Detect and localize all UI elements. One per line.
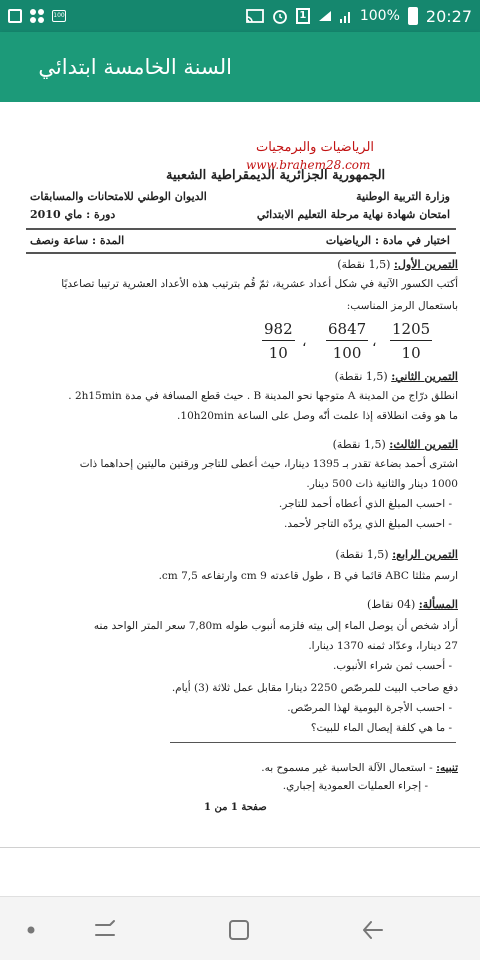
wifi-icon bbox=[318, 9, 332, 23]
home-icon[interactable] bbox=[226, 917, 252, 943]
fraction-2-numerator: 6847 bbox=[326, 320, 368, 341]
problem-line6: - ما هي كلفة إيصال الماء للبيت؟ bbox=[310, 722, 452, 734]
status-bar bbox=[0, 0, 480, 32]
office-name: الديوان الوطني للامتحانات والمسابقات bbox=[30, 190, 207, 203]
page-footer: صفحة 1 من 1 bbox=[204, 802, 267, 813]
note-line2: - إجراء العمليات العمودية إجباري. bbox=[282, 780, 428, 792]
clock: 20:27 bbox=[425, 6, 472, 26]
note-label: تنبيه: bbox=[436, 762, 458, 774]
fraction-1 bbox=[390, 320, 432, 362]
fraction-3 bbox=[262, 320, 295, 362]
ex4-title: التمرين الرابع: bbox=[392, 548, 458, 561]
note-line1: - استعمال الآلة الحاسبة غير مسموح به. bbox=[261, 762, 433, 774]
ex3-line1: اشترى أحمد بضاعة تقدر بـ 1395 دينارا، حيث أعطى للتاجر ورقتين ماليتين إحداهما ذات bbox=[79, 458, 458, 470]
fraction-3-numerator: 982 bbox=[262, 320, 295, 341]
ministry-name: وزارة التربية الوطنية bbox=[356, 190, 450, 203]
status-left bbox=[8, 9, 66, 23]
problem-line5: - احسب الأجرة اليومية لهذا المرصّص. bbox=[287, 702, 452, 714]
ex4-line1: ارسم مثلثا ABC قائما في B ، طول قاعدته 9 cm وارتفاعه 7,5 cm. bbox=[158, 570, 458, 582]
sim-slot-badge: 1 bbox=[296, 8, 310, 24]
gallery-notification-icon bbox=[8, 9, 22, 23]
watermark-url: www.brahem28.com bbox=[246, 158, 371, 172]
ex1-heading bbox=[337, 258, 458, 271]
problem-line1: أراد شخص أن يوصل الماء إلى بيته فلزمه أنبوب طوله 7,80m سعر المتر الواحد منه bbox=[93, 620, 458, 632]
ex3-heading bbox=[333, 438, 458, 451]
app-title: السنة الخامسة ابتدائي bbox=[38, 55, 232, 79]
ex1-points: (1,5 نقطة) bbox=[337, 258, 391, 271]
problem-line3: - أحسب ثمن شراء الأنبوب. bbox=[332, 660, 452, 672]
fraction-separator-1: ، bbox=[372, 334, 377, 350]
ex3-line3: - احسب المبلغ الذي أعطاه أحمد للتاجر. bbox=[278, 498, 452, 510]
exam-name: امتحان شهادة نهاية مرحلة التعليم الابتدائي bbox=[256, 208, 450, 221]
ex1-title: التمرين الأول: bbox=[393, 258, 458, 271]
fraction-1-numerator: 1205 bbox=[390, 320, 432, 341]
problem-points: (04 نقاط) bbox=[367, 598, 416, 611]
ex2-heading bbox=[335, 370, 458, 383]
battery-percent: 100% bbox=[359, 8, 400, 24]
fraction-2-denominator: 100 bbox=[332, 344, 362, 362]
ex1-line1: أكتب الكسور الآتية في شكل أعداد عشرية، ثمّ قُم بترتيب هذه الأعداد العشرية ترتيبا تصاعديًا bbox=[61, 278, 458, 290]
ex3-points: (1,5 نقطة) bbox=[332, 438, 386, 451]
app-bar bbox=[0, 32, 480, 102]
nav-dot-icon[interactable] bbox=[18, 917, 44, 943]
problem-line2: 27 دينارا، وعدّاد ثمنه 1370 دينارا. bbox=[308, 640, 458, 652]
navigation-bar bbox=[0, 896, 480, 960]
note-rule bbox=[170, 742, 456, 743]
alarm-icon bbox=[272, 8, 288, 24]
problem-heading bbox=[367, 598, 458, 611]
notification-badge-icon: 100 bbox=[52, 10, 66, 22]
exam-document bbox=[0, 102, 480, 850]
exam-session: دورة : ماي 2010 bbox=[30, 208, 116, 221]
ex3-title: التمرين الثالث: bbox=[389, 438, 458, 451]
back-icon[interactable] bbox=[360, 917, 386, 943]
watermark-title: الرياضيات والبرمجيات bbox=[256, 140, 375, 155]
ex3-line4: - احسب المبلغ الذي يردّه التاجر لأحمد. bbox=[284, 518, 452, 530]
header-rule-bottom bbox=[26, 252, 456, 254]
problem-title: المسألة: bbox=[418, 598, 458, 611]
fraction-3-denominator: 10 bbox=[268, 344, 288, 362]
fraction-2 bbox=[326, 320, 368, 362]
republic-header: الجمهورية الجزائرية الديمقراطية الشعبية bbox=[166, 168, 386, 183]
recents-icon[interactable] bbox=[92, 917, 118, 943]
apps-notification-icon bbox=[30, 9, 44, 23]
ex3-line2: 1000 دينار والثانية ذات 500 دينار. bbox=[306, 478, 458, 490]
fraction-1-denominator: 10 bbox=[401, 344, 421, 362]
ex1-line2: باستعمال الرمز المناسب: bbox=[346, 300, 458, 312]
signal-icon bbox=[340, 9, 352, 23]
ex2-line1: انطلق درّاج من المدينة A متوجها نحو المدينة B . حيث قطع المسافة في مدة 2h15min . bbox=[68, 390, 458, 402]
exam-subject: اختبار في مادة : الرياضيات bbox=[325, 234, 450, 247]
note-line1-row bbox=[261, 762, 458, 774]
exam-duration: المدة : ساعة ونصف bbox=[30, 234, 125, 247]
fraction-separator-2: ، bbox=[302, 334, 307, 350]
problem-line4: دفع صاحب البيت للمرصّص 2250 دينارا مقابل عمل ثلاثة (3) أيام. bbox=[171, 682, 458, 694]
ex2-points: (1,5 نقطة) bbox=[334, 370, 388, 383]
header-rule-top bbox=[26, 228, 456, 230]
ex4-heading bbox=[335, 548, 458, 561]
doc-bottom-rule bbox=[0, 847, 480, 848]
ex2-title: التمرين الثاني: bbox=[391, 370, 458, 383]
cast-icon bbox=[246, 9, 264, 23]
ex4-points: (1,5 نقطة) bbox=[335, 548, 389, 561]
battery-icon bbox=[408, 7, 418, 25]
ex2-line2: ما هو وقت انطلاقه إذا علمت أنّه وصل على الساعة 10h20min. bbox=[177, 410, 458, 422]
status-right bbox=[246, 7, 472, 26]
